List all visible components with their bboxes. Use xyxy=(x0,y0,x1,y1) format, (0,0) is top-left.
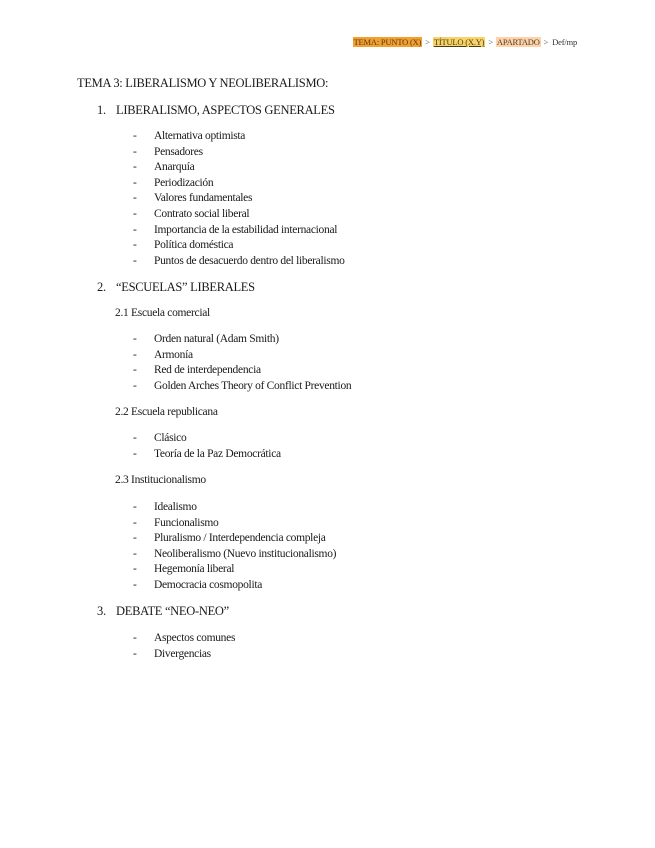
bullet-list xyxy=(133,631,235,662)
dash-bullet: - xyxy=(133,379,137,392)
list-item: - Importancia de la estabilidad internacional xyxy=(133,223,345,239)
list-item: - Anarquía xyxy=(133,160,345,176)
dash-bullet: - xyxy=(133,239,137,252)
list-item: - Clásico xyxy=(133,431,281,447)
breadcrumb xyxy=(353,37,578,47)
list-item: - Valores fundamentales xyxy=(133,191,345,207)
list-item: - Periodización xyxy=(133,176,345,192)
section-title: LIBERALISMO, ASPECTOS GENERALES xyxy=(116,103,335,117)
list-item: - Política doméstica xyxy=(133,238,345,254)
list-item: - Puntos de desacuerdo dentro del liberalismo xyxy=(133,254,345,270)
dash-bullet: - xyxy=(133,161,137,174)
bullet-list xyxy=(133,431,281,462)
dash-bullet: - xyxy=(133,192,137,205)
list-item: - Pluralismo / Interdependencia compleja xyxy=(133,531,336,547)
dash-bullet: - xyxy=(133,333,137,345)
breadcrumb-tema: TEMA: PUNTO (X) xyxy=(353,37,422,47)
subsection-heading: 2.3 Institucionalismo xyxy=(115,474,206,486)
list-item: - Teoría de la Paz Democrática xyxy=(133,447,281,463)
list-item: - Alternativa optimista xyxy=(133,129,345,145)
dash-bullet: - xyxy=(133,647,137,660)
list-item: - Divergencias xyxy=(133,647,235,663)
subsection-heading: 2.2 Escuela republicana xyxy=(115,406,218,418)
breadcrumb-separator: > xyxy=(425,37,430,47)
subsection-heading: 2.1 Escuela comercial xyxy=(115,307,210,319)
list-item: - Hegemonía liberal xyxy=(133,562,336,578)
list-item: - Neoliberalismo (Nuevo institucionalismo) xyxy=(133,547,336,563)
breadcrumb-titulo: TÍTULO (X.Y) xyxy=(433,37,485,47)
dash-bullet: - xyxy=(133,563,137,576)
breadcrumb-separator: > xyxy=(488,37,493,47)
bullet-list xyxy=(133,332,351,394)
dash-bullet: - xyxy=(133,447,137,460)
dash-bullet: - xyxy=(133,130,137,142)
breadcrumb-separator: > xyxy=(543,37,549,47)
document-title: TEMA 3: LIBERALISMO Y NEOLIBERALISMO: xyxy=(77,76,329,90)
dash-bullet: - xyxy=(133,516,137,529)
dash-bullet: - xyxy=(133,364,137,377)
list-item: - Contrato social liberal xyxy=(133,207,345,223)
list-item: - Red de interdependencia xyxy=(133,363,351,379)
dash-bullet: - xyxy=(133,254,137,267)
section-heading xyxy=(97,604,229,619)
section-number: 1. xyxy=(97,103,106,117)
dash-bullet: - xyxy=(133,632,137,644)
list-item: - Golden Arches Theory of Conflict Prevention xyxy=(133,379,351,395)
bullet-list xyxy=(133,129,345,269)
dash-bullet: - xyxy=(133,176,137,189)
bullet-list xyxy=(133,500,336,594)
dash-bullet: - xyxy=(133,578,137,591)
section-number: 2. xyxy=(97,280,106,294)
list-item: - Armonía xyxy=(133,348,351,364)
dash-bullet: - xyxy=(133,223,137,236)
section-number: 3. xyxy=(97,604,106,618)
list-item: - Orden natural (Adam Smith) xyxy=(133,332,351,348)
dash-bullet: - xyxy=(133,432,137,444)
dash-bullet: - xyxy=(133,532,137,545)
list-item: - Pensadores xyxy=(133,145,345,161)
list-item: - Aspectos comunes xyxy=(133,631,235,647)
list-item: - Idealismo xyxy=(133,500,336,516)
breadcrumb-def: Def/mp xyxy=(552,37,577,47)
section-title: “ESCUELAS” LIBERALES xyxy=(116,280,255,294)
section-heading xyxy=(97,280,255,295)
section-heading xyxy=(97,103,335,118)
dash-bullet: - xyxy=(133,348,137,361)
list-item: - Democracia cosmopolita xyxy=(133,578,336,594)
dash-bullet: - xyxy=(133,207,137,220)
dash-bullet: - xyxy=(133,547,137,560)
list-item: - Funcionalismo xyxy=(133,516,336,532)
breadcrumb-apartado: APARTADO xyxy=(496,37,540,47)
dash-bullet: - xyxy=(133,145,137,158)
dash-bullet: - xyxy=(133,501,137,513)
section-title: DEBATE “NEO-NEO” xyxy=(116,604,229,618)
